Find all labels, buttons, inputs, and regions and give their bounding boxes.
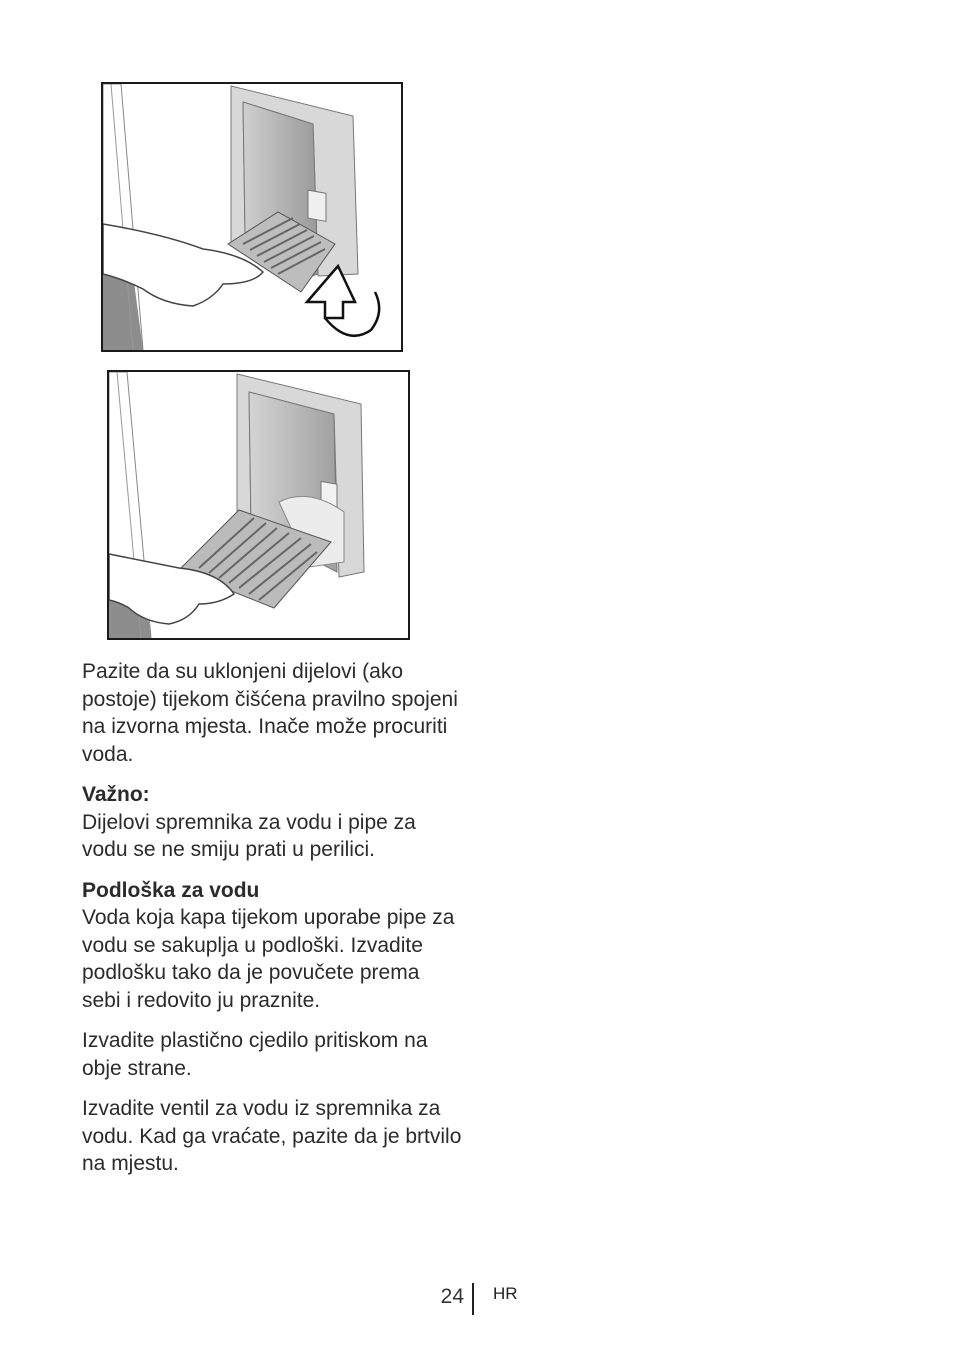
tray-pull-illustration xyxy=(109,372,408,638)
paragraph-strainer: Izvadite plastično cjedilo pritiskom na obje strane. xyxy=(82,1029,428,1080)
water-tray-heading: Podloška za vodu xyxy=(82,878,260,902)
figure-remove-tray-rotate xyxy=(101,82,403,352)
water-tray-text: Voda koja kapa tijekom uporabe pipe za vodu se sakuplja u podloški. Izvadite podlošku tako da je povučete prema sebi i redovito ju praznite. xyxy=(82,906,455,1012)
important-text: Dijelovi spremnika za vodu i pipe za vodu se ne smiju prati u perilici. xyxy=(82,810,416,861)
figure-pull-out-tray xyxy=(107,370,410,640)
paragraph-valve: Izvadite ventil za vodu iz spremnika za vodu. Kad ga vraćate, pazite da je brtvilo na mjestu. xyxy=(82,1097,462,1175)
page-number: 24 xyxy=(440,1285,464,1308)
important-heading: Važno: xyxy=(82,783,150,806)
instructions-text xyxy=(82,658,462,1191)
tray-removal-illustration xyxy=(103,84,401,350)
water-tray-section xyxy=(82,877,462,1015)
important-note xyxy=(82,781,462,864)
footer-divider xyxy=(472,1283,474,1315)
page-footer xyxy=(0,1283,954,1317)
paragraph-reassembly: Pazite da su uklonjeni dijelovi (ako postoje) tijekom čišćena pravilno spojeni na izvorna mjesta. Inače može procuriti voda. xyxy=(82,660,458,766)
language-code: HR xyxy=(493,1284,518,1303)
